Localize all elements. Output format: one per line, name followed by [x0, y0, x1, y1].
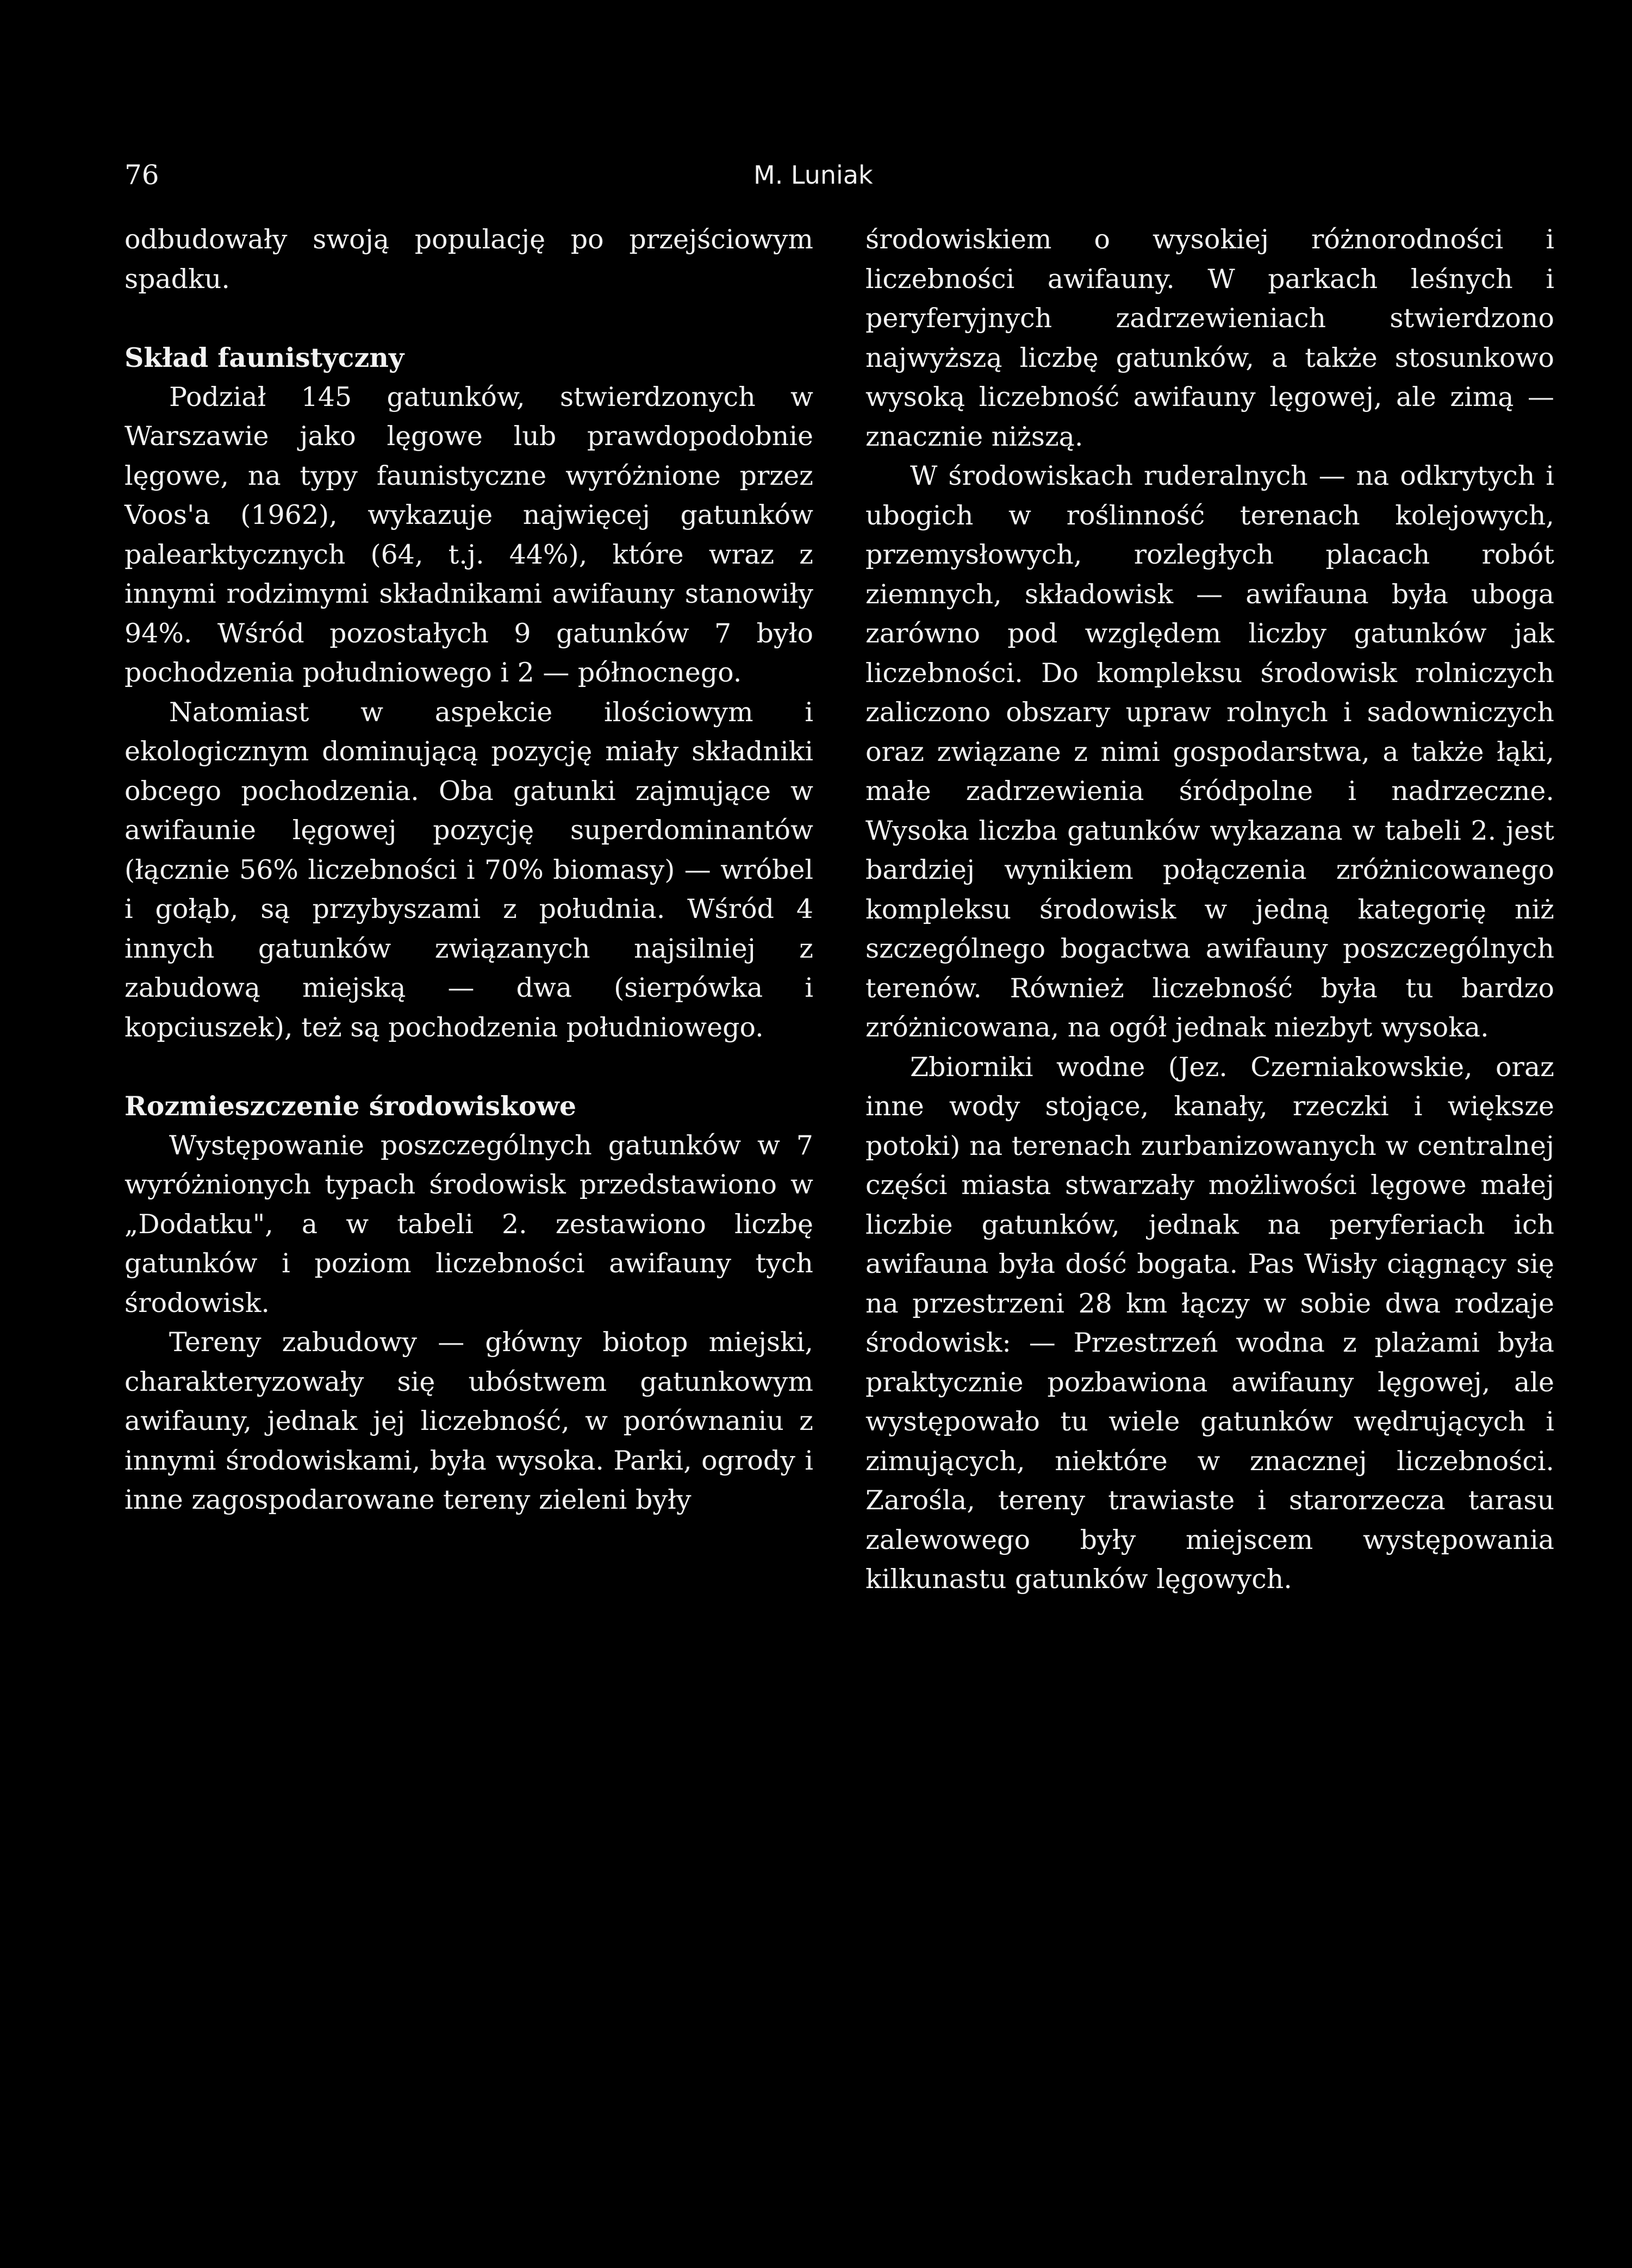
body-paragraph: W środowiskach ruderalnych — na odkrytych i ubogich w roślinność terenach kolejowych, przemysłowych, rozległych placach robót ziemnych, składowisk — awifauna była uboga zarówno pod względem liczby gatunków jak liczebności. Do kompleksu środowisk rolniczych zaliczono obszary upraw rolnych i sadowniczych oraz związane z nimi gospodarstwa, a także łąki, małe zadrzewienia śródpolne i nadrzeczne. Wysoka liczba gatunków wykazana w tabeli 2. jest bardziej wynikiem połączenia zróżnicowanego kompleksu środowisk w jedną kategorię niż szczególnego bogactwa awifauny poszczególnych terenów. Również liczebność była tu bardzo zróżnicowana, na ogół jednak niezbyt wysoka. — [865, 460, 1554, 1043]
body-paragraph: Zbiorniki wodne (Jez. Czerniakowskie, oraz inne wody stojące, kanały, rzeczki i większe potoki) na terenach zurbanizowanych w centralnej części miasta stwarzały możliwości lęgowe małej liczbie gatunków, jednak na peryferiach ich awifauna była dość bogata. Pas Wisły ciągnący się na przestrzeni 28 km łączy w sobie dwa rodzaje środowisk: — Przestrzeń wodna z plażami była praktycznie pozbawiona awifauny lęgowej, ale występowało tu wiele gatunków wędrujących i zimujących, niektóre w znacznej liczebności. Zarośla, tereny trawiaste i starorzecza tarasu zalewowego były miejscem występowania kilkunastu gatunków lęgowych. — [865, 1051, 1554, 1595]
page-number: 76 — [124, 159, 159, 191]
running-head-author: M. Luniak — [753, 160, 873, 190]
body-paragraph: Podział 145 gatunków, stwierdzonych w Warszawie jako lęgowe lub prawdopodobnie lęgowe, na typy faunistyczne wyróżnione przez Voos'a (1962), wykazuje najwięcej gatunków palearktycznych (64, t.j. 44%), które wraz z innymi rodzimymi składnikami awifauny stanowiły 94%. Wśród pozostałych 9 gatunków 7 było pochodzenia południowego i 2 — północnego. — [124, 381, 813, 688]
body-paragraph: Występowanie poszczególnych gatunków w 7 wyróżnionych typach środowisk przedstawiono w „Dodatku", a w tabeli 2. zestawiono liczbę gatunków i poziom liczebności awifauny tych środowisk. — [124, 1129, 813, 1319]
intro-paragraph: odbudowały swoją populację po przejściowym spadku. — [124, 224, 813, 295]
right-column — [865, 220, 1554, 1600]
left-column — [124, 220, 813, 1520]
section-heading-faunal-composition: Skład faunistyczny — [124, 342, 404, 373]
body-paragraph: Tereny zabudowy — główny biotop miejski, charakteryzowały się ubóstwem gatunkowym awifauny, jednak jej liczebność, w porównaniu z innymi środowiskami, była wysoka. Parki, ogrody i inne zagospodarowane tereny zieleni były — [124, 1327, 813, 1515]
body-paragraph-continued: środowiskiem o wysokiej różnorodności i liczebności awifauny. W parkach leśnych i peryferyjnych zadrzewieniach stwierdzono najwyższą liczbę gatunków, a także stosunkowo wysoką liczebność awifauny lęgowej, ale zimą — znacznie niższą. — [865, 224, 1554, 452]
body-paragraph: Natomiast w aspekcie ilościowym i ekologicznym dominującą pozycję miały składniki obcego pochodzenia. Oba gatunki zajmujące w awifaunie lęgowej pozycję superdominantów (łącznie 56% liczebności i 70% biomasy) — wróbel i gołąb, są przybyszami z południa. Wśród 4 innych gatunków związanych najsilniej z zabudową miejską — dwa (sierpówka i kopciuszek), też są pochodzenia południowego. — [124, 696, 813, 1043]
section-heading-habitat-distribution: Rozmieszczenie środowiskowe — [124, 1090, 576, 1122]
